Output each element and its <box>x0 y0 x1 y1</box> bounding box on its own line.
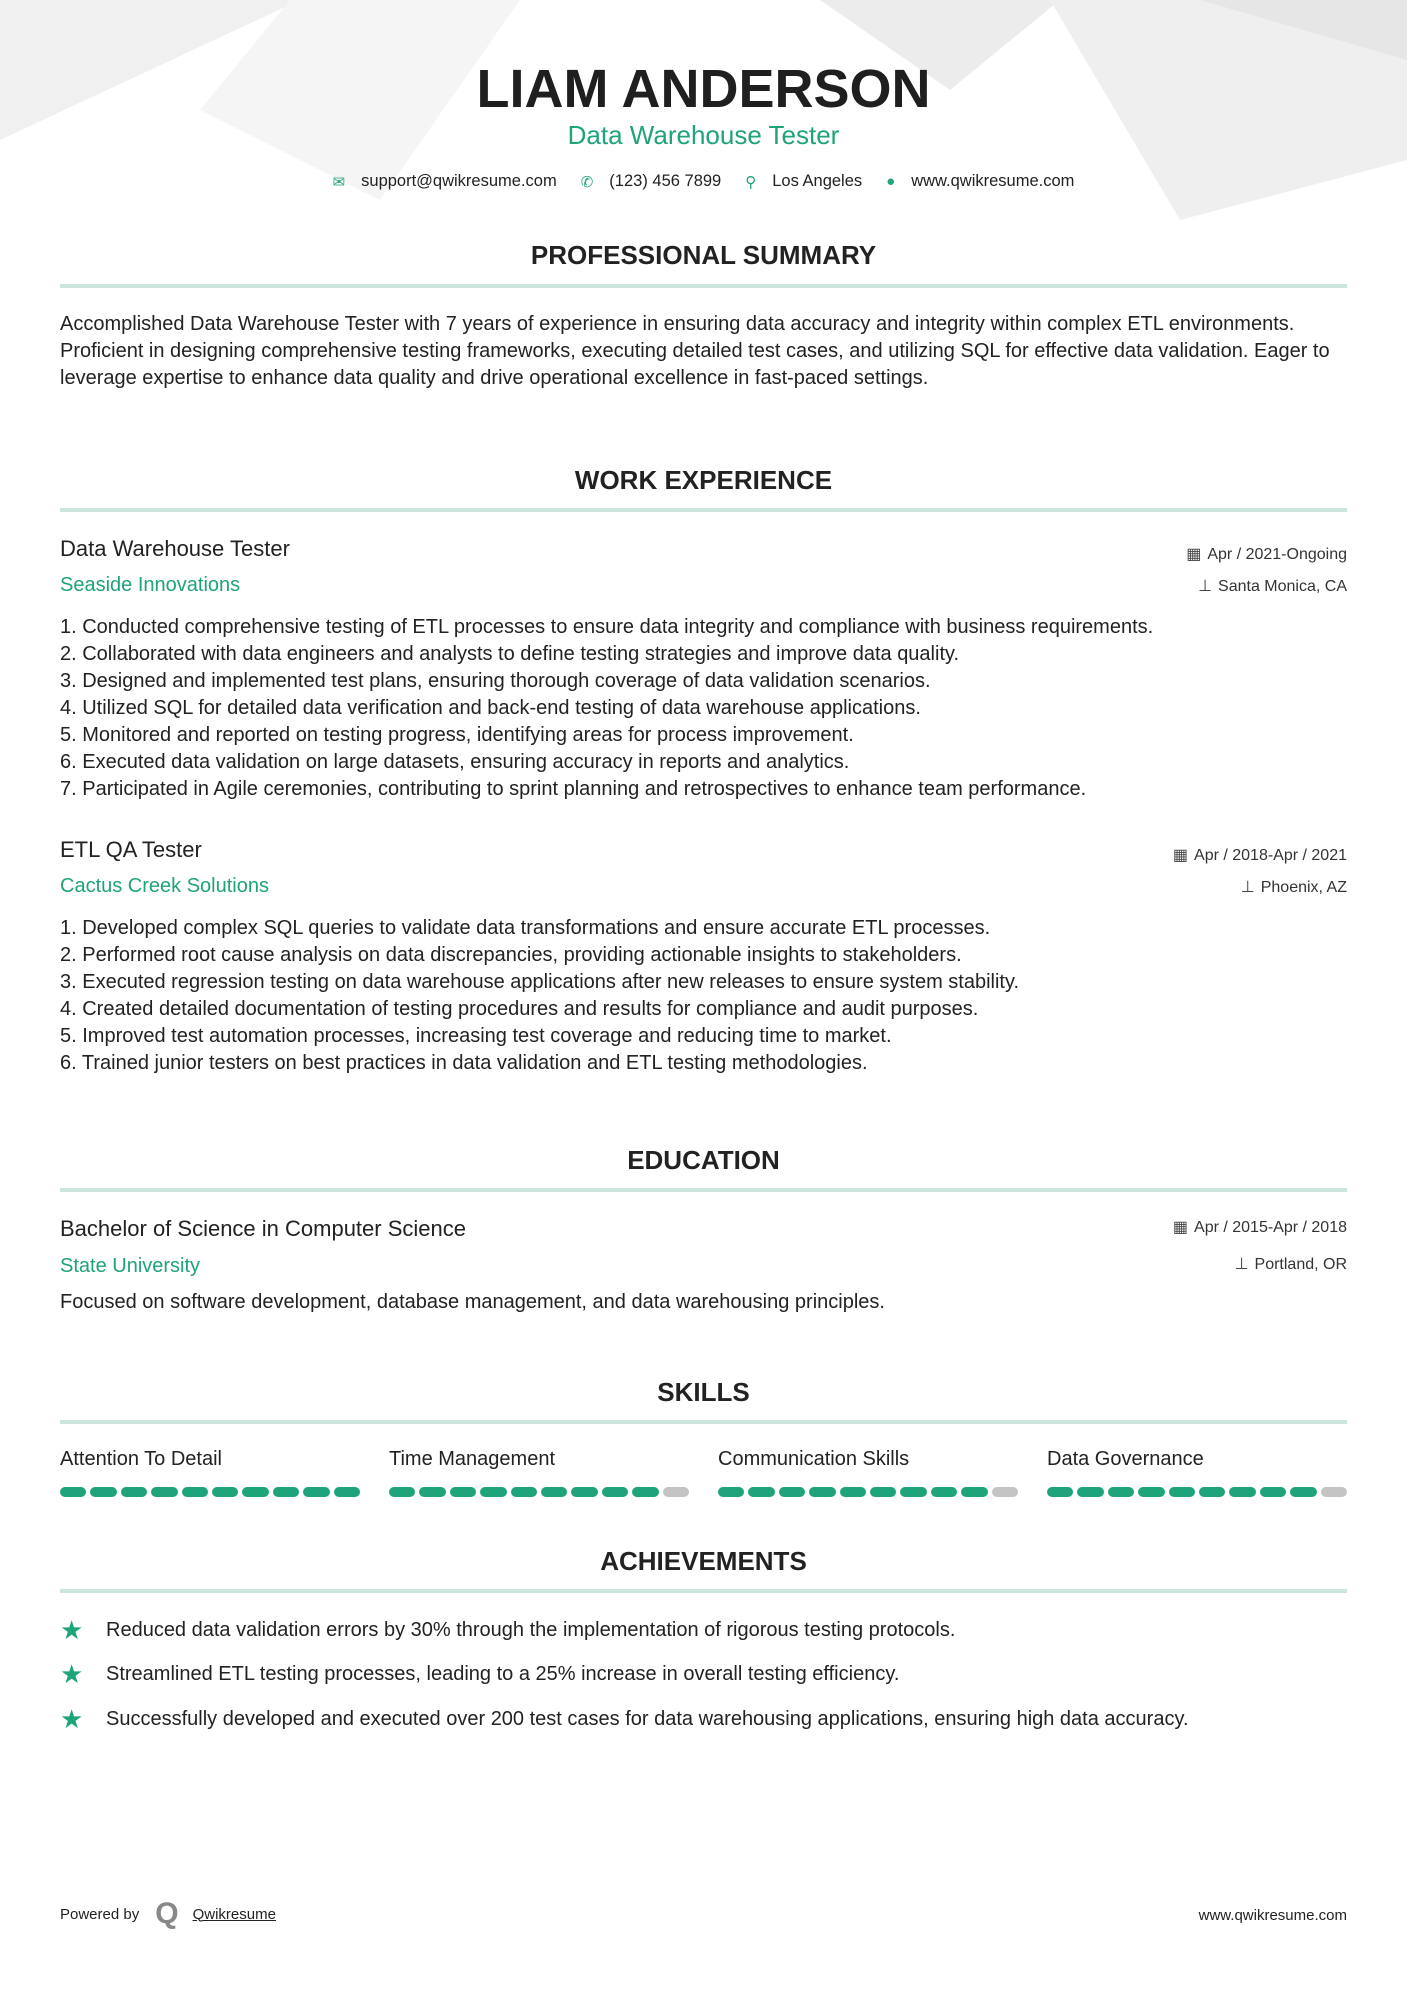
skill-segment <box>779 1487 805 1497</box>
skill-segment <box>992 1487 1018 1497</box>
website-link[interactable]: www.qwikresume.com <box>911 172 1075 190</box>
skill-segment <box>334 1487 360 1497</box>
star-icon: ★ <box>60 1704 84 1734</box>
skill-segment <box>748 1487 774 1497</box>
skill-item <box>389 1448 689 1497</box>
job-bullets <box>60 614 1360 803</box>
skill-segment <box>1138 1487 1164 1497</box>
bullet: 6. Executed data validation on large datasets, ensuring accuracy in reports and analytics. <box>60 751 850 773</box>
skill-segment <box>450 1487 476 1497</box>
job-dates <box>1173 845 1347 865</box>
skill-segment <box>1047 1487 1073 1497</box>
footer-website[interactable]: www.qwikresume.com <box>1198 1907 1347 1924</box>
star-icon: ★ <box>60 1615 84 1645</box>
dates-text: Apr / 2018-Apr / 2021 <box>1194 847 1347 864</box>
skill-segment <box>1169 1487 1195 1497</box>
skill-segment <box>212 1487 238 1497</box>
bullet: 4. Utilized SQL for detailed data verification and back-end testing of data warehouse applications. <box>60 697 921 719</box>
skill-segment <box>90 1487 116 1497</box>
section-divider <box>60 1188 1347 1192</box>
company-name: Cactus Creek Solutions <box>60 875 269 897</box>
section-heading-skills: SKILLS <box>657 1377 750 1407</box>
skill-segment <box>151 1487 177 1497</box>
calendar-icon: ▦ <box>1186 546 1202 563</box>
footer-powered <box>60 1897 276 1930</box>
skill-segment <box>571 1487 597 1497</box>
bullet: 1. Developed complex SQL queries to validate data transformations and ensure accurate ETL processes. <box>60 917 991 939</box>
job-title: ETL QA Tester <box>60 837 202 862</box>
location-text: Los Angeles <box>772 172 863 190</box>
star-icon: ★ <box>60 1659 84 1689</box>
skill-segment <box>480 1487 506 1497</box>
location-text: Phoenix, AZ <box>1260 879 1347 896</box>
skill-segment <box>182 1487 208 1497</box>
skill-segment <box>632 1487 658 1497</box>
skill-segment <box>809 1487 835 1497</box>
skill-level-bar <box>60 1487 360 1497</box>
skill-segment <box>1077 1487 1103 1497</box>
phone-text: (123) 456 7899 <box>609 172 722 190</box>
skill-item <box>1047 1448 1347 1497</box>
skill-segment <box>1199 1487 1225 1497</box>
skill-segment <box>242 1487 268 1497</box>
skill-segment <box>303 1487 329 1497</box>
skill-segment <box>1260 1487 1286 1497</box>
skill-segment <box>931 1487 957 1497</box>
pin-icon: ⊥ <box>1240 879 1255 896</box>
brand-link[interactable]: Qwikresume <box>192 1905 276 1923</box>
bullet: 4. Created detailed documentation of testing procedures and results for compliance and audit purposes. <box>60 998 979 1020</box>
calendar-icon: ▦ <box>1172 847 1189 864</box>
pin-icon: ⊥ <box>1198 578 1213 595</box>
skill-segment <box>870 1487 896 1497</box>
location-pin-icon: ⚲ <box>745 173 757 191</box>
email-link[interactable]: support@qwikresume.com <box>361 172 557 190</box>
dates-text: Apr / 2021-Ongoing <box>1207 546 1347 563</box>
bullet: 1. Conducted comprehensive testing of ETL processes to ensure data integrity and compliance with business requirements. <box>60 616 1154 638</box>
skill-segment <box>389 1487 415 1497</box>
section-heading-achievements: ACHIEVEMENTS <box>600 1546 807 1576</box>
summary-text: Accomplished Data Warehouse Tester with 7 years of experience in ensuring data accuracy and integrity within complex ETL environments. Proficient in designing comprehensive testing frameworks, executing detailed test cases, and utilizing SQL for effective data validation. Eager to leverage expertise to enhance data quality and drive operational excellence in fast-paced settings. <box>60 313 1330 389</box>
skill-segment <box>718 1487 744 1497</box>
skill-segment <box>511 1487 537 1497</box>
contact-bar <box>0 172 1407 191</box>
bullet: 2. Collaborated with data engineers and analysts to define testing strategies and improve data quality. <box>60 643 960 665</box>
skill-segment <box>1108 1487 1134 1497</box>
skill-segment <box>900 1487 926 1497</box>
candidate-title: Data Warehouse Tester <box>567 120 840 150</box>
skill-segment <box>60 1487 86 1497</box>
bullet: 5. Improved test automation processes, increasing test coverage and reducing time to market. <box>60 1025 892 1047</box>
bullet: 3. Designed and implemented test plans, ensuring thorough coverage of data validation scenarios. <box>60 670 931 692</box>
achievement-item <box>60 1661 1347 1688</box>
powered-by-text: Powered by <box>60 1905 140 1923</box>
skills-list <box>60 1448 1347 1497</box>
bullet: 6. Trained junior testers on best practices in data validation and ETL testing methodologies. <box>60 1052 868 1074</box>
school-name: State University <box>60 1255 201 1277</box>
section-divider <box>60 508 1347 512</box>
location-text: Portland, OR <box>1254 1256 1347 1273</box>
email-icon: ✉ <box>332 173 346 191</box>
section-heading-education: EDUCATION <box>627 1145 780 1175</box>
job-location <box>1241 877 1347 897</box>
bullet: 2. Performed root cause analysis on data discrepancies, providing actionable insights to stakeholders. <box>60 944 962 966</box>
job-dates <box>1186 544 1347 564</box>
company-name: Seaside Innovations <box>60 574 241 596</box>
education-location <box>1235 1254 1347 1274</box>
education-dates <box>1173 1217 1347 1237</box>
achievement-text: Successfully developed and executed over 200 test cases for data warehousing applications, ensuring high data accuracy. <box>106 1708 1189 1730</box>
skill-name: Communication Skills <box>718 1448 910 1470</box>
skill-name: Data Governance <box>1047 1448 1204 1470</box>
skill-item <box>60 1448 360 1497</box>
skill-segment <box>1229 1487 1255 1497</box>
skill-item <box>718 1448 1018 1497</box>
section-divider <box>60 1589 1347 1593</box>
skill-segment <box>541 1487 567 1497</box>
job-title: Data Warehouse Tester <box>60 536 290 561</box>
skill-name: Attention To Detail <box>60 1448 222 1470</box>
skill-segment <box>840 1487 866 1497</box>
achievement-text: Streamlined ETL testing processes, leading to a 25% increase in overall testing efficiency. <box>106 1663 900 1685</box>
achievement-item <box>60 1617 1347 1644</box>
achievement-text: Reduced data validation errors by 30% through the implementation of rigorous testing protocols. <box>106 1619 956 1641</box>
skill-segment <box>121 1487 147 1497</box>
candidate-name: LIAM ANDERSON <box>476 59 931 119</box>
bullet: 3. Executed regression testing on data warehouse applications after new releases to ensure system stability. <box>60 971 1020 993</box>
pin-icon: ⊥ <box>1234 1256 1249 1273</box>
skill-segment <box>663 1487 689 1497</box>
section-divider <box>60 284 1347 288</box>
location-text: Santa Monica, CA <box>1218 578 1347 595</box>
skill-segment <box>1290 1487 1316 1497</box>
qwikresume-logo-icon: Q <box>155 1897 179 1930</box>
bullet: 5. Monitored and reported on testing progress, identifying areas for process improvement. <box>60 724 854 746</box>
skill-level-bar <box>718 1487 1018 1497</box>
skill-level-bar <box>389 1487 689 1497</box>
dates-text: Apr / 2015-Apr / 2018 <box>1194 1219 1347 1236</box>
achievement-item <box>60 1706 1320 1733</box>
skill-segment <box>419 1487 445 1497</box>
bullet: 7. Participated in Agile ceremonies, contributing to sprint planning and retrospectives to enhance team performance. <box>60 778 1087 800</box>
phone-icon: ✆ <box>580 173 594 191</box>
calendar-icon: ▦ <box>1172 1219 1189 1236</box>
job-bullets <box>60 915 1360 1077</box>
skill-name: Time Management <box>389 1448 555 1470</box>
section-heading-summary: PROFESSIONAL SUMMARY <box>530 240 877 270</box>
job-location <box>1198 576 1347 596</box>
skill-segment <box>273 1487 299 1497</box>
skill-segment <box>1321 1487 1347 1497</box>
education-description: Focused on software development, database management, and data warehousing principles. <box>60 1291 885 1313</box>
degree-title: Bachelor of Science in Computer Science <box>60 1216 466 1241</box>
skill-level-bar <box>1047 1487 1347 1497</box>
skill-segment <box>602 1487 628 1497</box>
section-heading-experience: WORK EXPERIENCE <box>574 465 833 495</box>
section-divider <box>60 1420 1347 1424</box>
skill-segment <box>961 1487 987 1497</box>
globe-icon: ● <box>886 173 896 190</box>
